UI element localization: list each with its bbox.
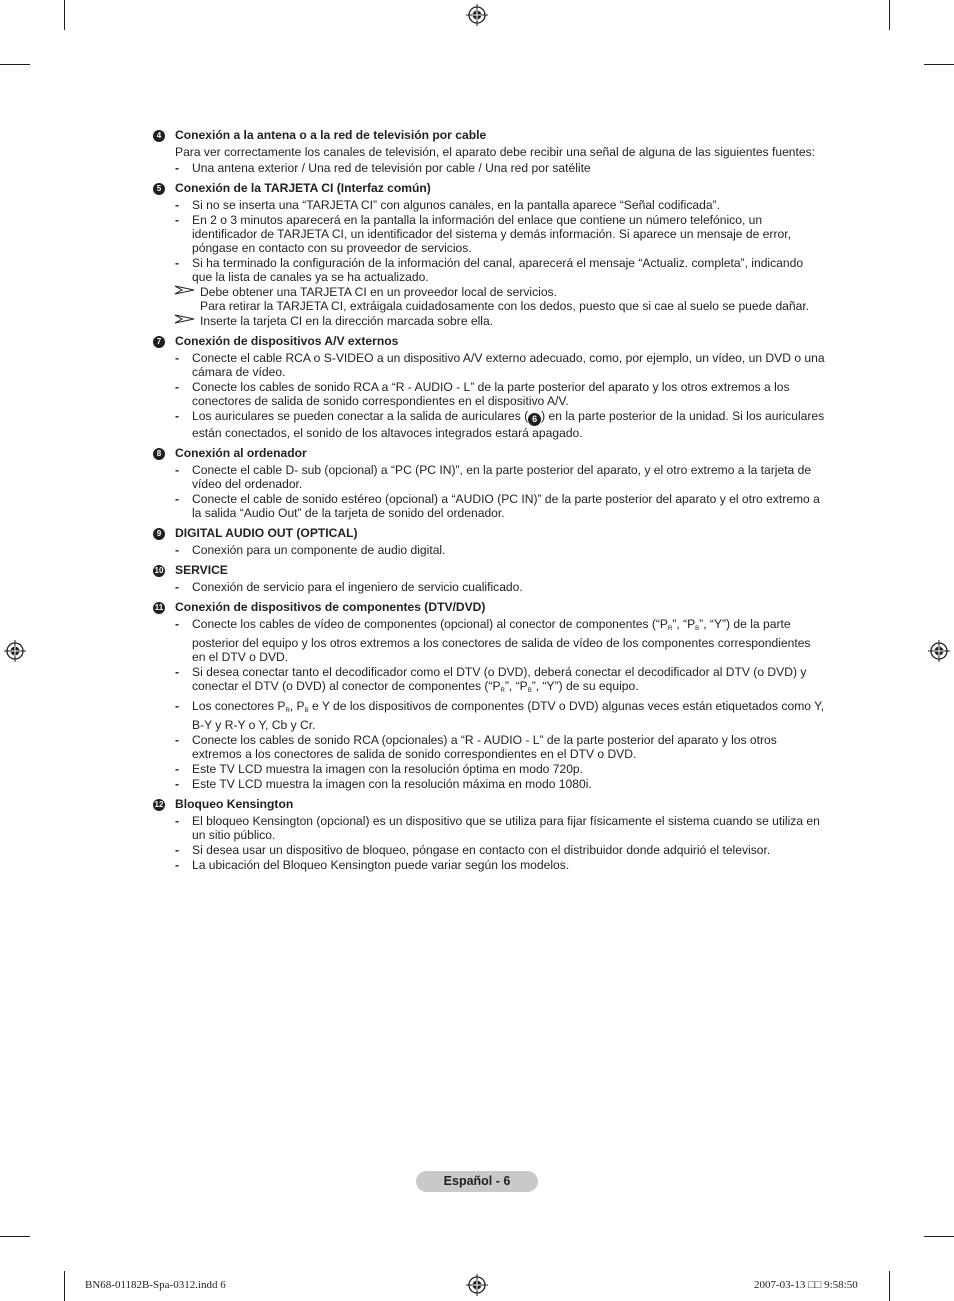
headphone-jack-number-icon: 6 [528,413,541,426]
section-ci-card [153,181,825,328]
section-title: Bloqueo Kensington [175,797,294,811]
note-arrow-icon [175,313,195,325]
section-title: Conexión a la antena o a la red de televisión por cable [175,128,487,142]
list-item: - Si desea conectar tanto el decodificador como el DTV (o DVD), deberá conectar el decodificador al DTV (o DVD) y conectar el DTV (o DVD) al conector de componentes (“$P_R$”, “$P_B$”, “Y”) de su equipo. [175,665,807,694]
section-antenna [153,128,825,175]
list-item: - Conecte el cable de sonido estéreo (opcional) a “AUDIO (PC IN)” de la parte posterior del aparato y el otro extremo a la salida “Audio Out” de la tarjeta de sonido del ordenador. [175,492,820,520]
list-item: - Conecte el cable RCA o S-VIDEO a un dispositivo A/V externo adecuado, como, por ejemplo, un vídeo, un DVD o una cámara de vídeo. [175,351,825,379]
section-number-badge: 8 [153,448,165,460]
section-title: Conexión de dispositivos A/V externos [175,334,399,348]
crop-mark [64,1271,65,1301]
list-item: - Una antena exterior / Una red de televisión por cable / Una red por satélite [175,161,591,175]
section-number-badge: 5 [153,183,165,195]
document-body [153,128,825,878]
print-slug-timestamp: 2007-03-13 □□ 9:58:50 [754,1279,858,1291]
section-paragraph: Para ver correctamente los canales de televisión, el aparato debe recibir una señal de alguna de las siguientes fuentes: [175,145,816,159]
section-av-devices [153,334,825,440]
list-item: - Conexión de servicio para el ingeniero de servicio cualificado. [175,580,523,594]
registration-mark-icon [4,640,26,662]
section-service [153,563,825,594]
section-title: Conexión de dispositivos de componentes (DTV/DVD) [175,600,486,614]
list-item: - Conecte el cable D- sub (opcional) a “PC (PC IN)”, en la parte posterior del aparato, y el otro extremo a la tarjeta de vídeo del ordenador. [175,463,812,491]
list-item: - Conecte los cables de sonido RCA a “R - AUDIO - L” de la parte posterior del aparato y los otros extremos a los conectores de salida de sonido correspondientes en el dispositivo A/V. [175,380,790,408]
section-computer [153,446,825,520]
crop-mark [924,1236,954,1237]
list-item: - Los auriculares se pueden conectar a la salida de auriculares ( 6 ) en la parte posterior de la unidad. Si los auriculares están conectados, el sonido de los altavoces integrados estará apagado. [175,409,825,440]
registration-mark-icon [466,4,488,26]
crop-mark [64,0,65,30]
list-item: - Este TV LCD muestra la imagen con la resolución óptima en modo 720p. [175,762,584,776]
list-item: - Este TV LCD muestra la imagen con la resolución máxima en modo 1080i. [175,777,592,791]
section-number-badge: 11 [154,603,164,612]
list-item: - Conexión para un componente de audio digital. [175,543,446,557]
section-title: SERVICE [175,563,228,577]
section-title: DIGITAL AUDIO OUT (OPTICAL) [175,526,358,540]
section-components [153,600,825,791]
crop-mark [889,0,890,30]
section-digital-audio [153,526,825,557]
registration-mark-icon [466,1274,488,1296]
note: Debe obtener una TARJETA CI en un proveedor local de servicios. Para retirar la TARJETA CI, extráigala cuidadosamente con los dedos, puesto que si cae al suelo se puede dañar. [175,285,825,313]
note: Inserte la tarjeta CI en la dirección marcada sobre ella. [175,314,825,328]
list-item: - La ubicación del Bloqueo Kensington puede variar según los modelos. [175,858,570,872]
list-item: - Si desea usar un dispositivo de bloqueo, póngase en contacto con el distribuidor donde adquirió el televisor. [175,843,771,857]
section-title: Conexión de la TARJETA CI (Interfaz común) [175,181,431,195]
section-title: Conexión al ordenador [175,446,307,460]
section-number-badge: 12 [154,800,164,809]
section-number-badge: 4 [153,130,165,142]
list-item: - Los conectores $P_R$, $P_B$ e Y de los dispositivos de componentes (DTV o DVD) algunas veces están etiquetados como Y, B-Y y R-Y o Y, Cb y Cr. [175,699,825,732]
list-item: - El bloqueo Kensington (opcional) es un dispositivo que se utiliza para fijar físicamente el sistema cuando se utiliza en un sitio público. [175,814,820,842]
crop-mark [0,1236,30,1237]
section-number-badge: 10 [154,566,164,575]
section-number-badge: 7 [153,336,165,348]
crop-mark [889,1271,890,1301]
note-arrow-icon [175,284,195,296]
page-number-badge: Español - 6 [416,1171,538,1192]
section-kensington [153,797,825,872]
list-item: - Si no se inserta una “TARJETA CI” con algunos canales, en la pantalla aparece “Señal codificada”. [175,198,720,212]
list-item: - Conecte los cables de sonido RCA (opcionales) a “R - AUDIO - L” de la parte posterior del aparato y los otros extremos a los conectores de salida de sonido correspondientes en el DTV o DVD. [175,733,777,761]
crop-mark [0,64,30,65]
print-slug-filename: BN68-01182B-Spa-0312.indd 6 [85,1279,226,1291]
registration-mark-icon [928,640,950,662]
list-item: - En 2 o 3 minutos aparecerá en la pantalla la información del enlace que contiene un número telefónico, un identificador de TARJETA CI, un identificador del sistema y demás información. Si aparece un mensaje de error, póngase en contacto con su proveedor de servicios. [175,213,791,255]
list-item: - Si ha terminado la configuración de la información del canal, aparecerá el mensaje “Actualiz. completa”, indicando que la lista de canales ya se ha actualizado. [175,256,804,284]
list-item: - Conecte los cables de vídeo de componentes (opcional) al conector de componentes (“$P_R$”, “$P_B$”, “Y”) de la parte posterior del equipo y los otros extremos a los conectores de salida de vídeo de los componentes correspondientes en el DTV o DVD. [175,617,811,664]
section-number-badge: 9 [153,528,165,540]
crop-mark [924,64,954,65]
